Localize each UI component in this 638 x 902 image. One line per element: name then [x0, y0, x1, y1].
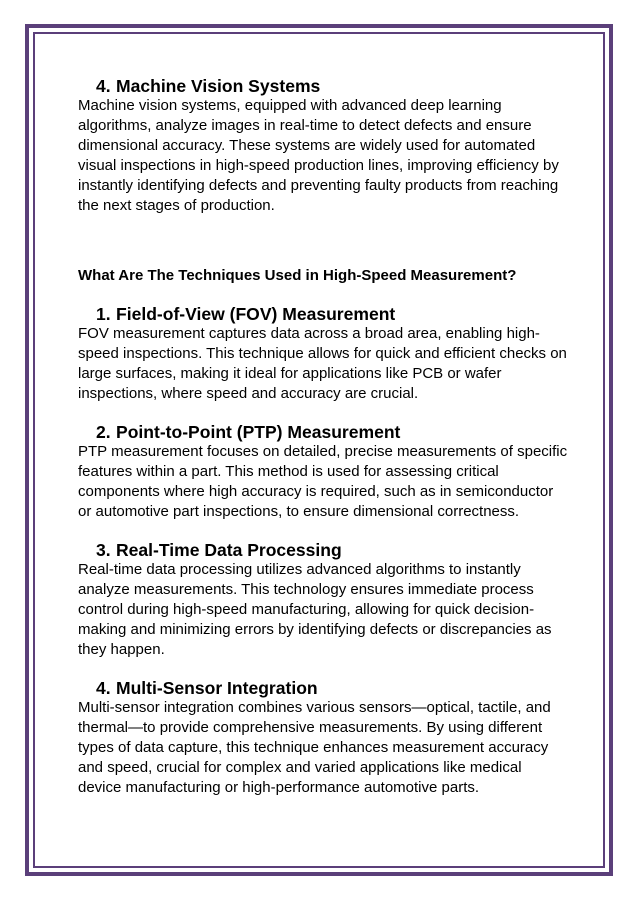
technique-body-multisensor: Multi-sensor integration combines various sensors—optical, tactile, and thermal—to provide comprehensive measurements. By using different types of data capture, this technique enhances measurement accuracy and speed, crucial for complex and varied applications like medical device manufacturing or high-performance automotive parts. — [78, 699, 551, 796]
technique-heading-realtime — [78, 540, 568, 560]
technique-body-realtime: Real-time data processing utilizes advanced algorithms to instantly analyze measurements. This technology ensures immediate process control during high-speed manufacturing, allowing for quick decision-making and minimizing errors by identifying defects or discrepancies as they happen. — [78, 561, 552, 658]
technique-heading-fov — [78, 304, 568, 324]
technique-body-ptp: PTP measurement focuses on detailed, precise measurements of specific features within a part. This method is used for assessing critical components where high accuracy is required, such as in semiconductor or automotive part inspections, to ensure dimensional correctness. — [78, 443, 568, 520]
technique-number: 1. — [96, 304, 111, 324]
technique-title: Field-of-View (FOV) Measurement — [116, 304, 396, 324]
technique-title: Real-Time Data Processing — [116, 540, 342, 560]
technique-number: 3. — [96, 540, 111, 560]
section-title: Machine Vision Systems — [116, 76, 321, 96]
technique-number: 4. — [96, 678, 111, 698]
section-number: 4. — [96, 76, 111, 96]
technique-heading-multisensor — [78, 678, 568, 698]
technique-title: Multi-Sensor Integration — [116, 678, 318, 698]
technique-title: Point-to-Point (PTP) Measurement — [116, 422, 401, 442]
main-heading: What Are The Techniques Used in High-Speed Measurement? — [78, 267, 517, 284]
section-heading-machine-vision — [78, 76, 568, 96]
technique-body-fov: FOV measurement captures data across a broad area, enabling high-speed inspections. This technique allows for quick and efficient checks on large surfaces, making it ideal for applications like PCB or wafer inspections, where speed and accuracy are crucial. — [78, 325, 567, 402]
section-body-machine-vision: Machine vision systems, equipped with advanced deep learning algorithms, analyze images in real-time to detect defects and ensure dimensional accuracy. These systems are widely used for automated visual inspections in high-speed production lines, improving efficiency by instantly identifying defects and preventing faulty products from reaching the next stages of production. — [78, 97, 559, 214]
document-content — [78, 76, 568, 798]
technique-number: 2. — [96, 422, 111, 442]
technique-heading-ptp — [78, 422, 568, 442]
